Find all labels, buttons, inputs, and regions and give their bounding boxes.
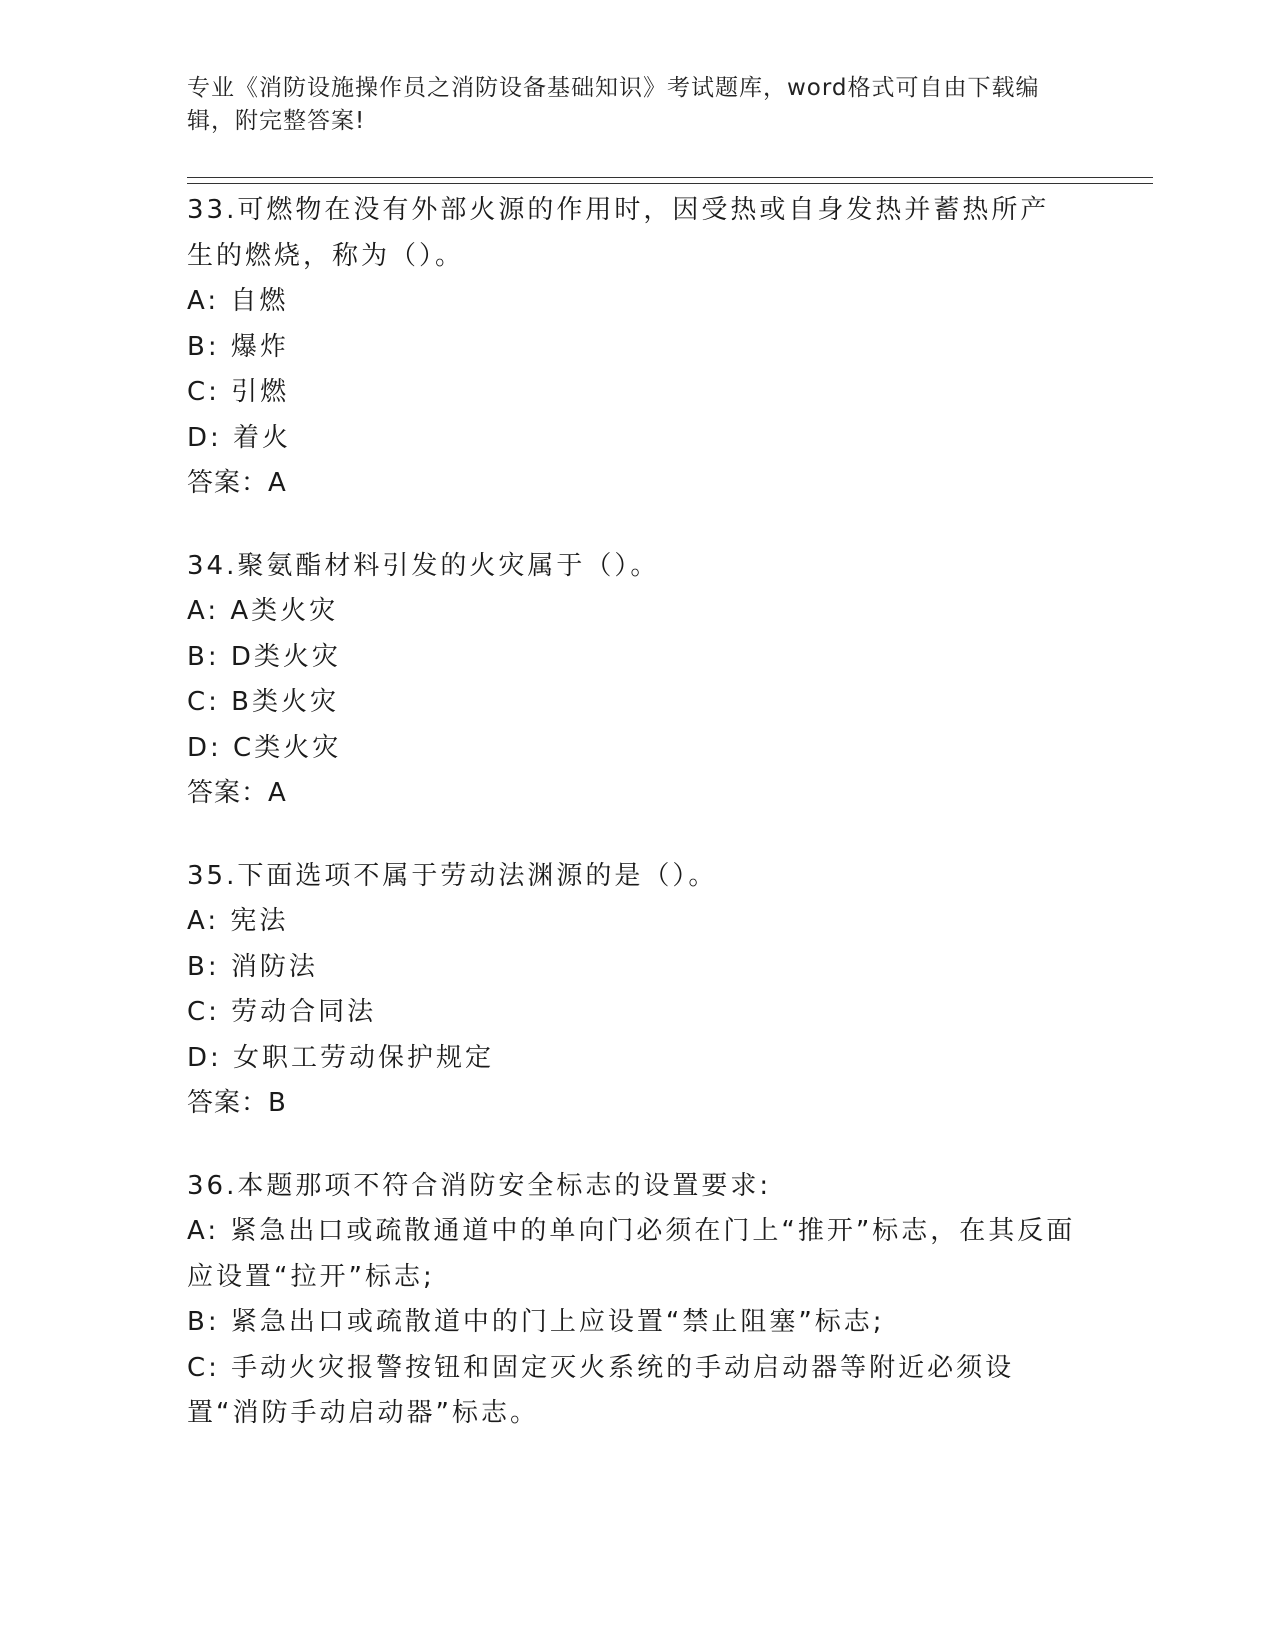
option-a: A: 自燃 [187,286,289,316]
question-36 [187,1164,1077,1437]
answer: 答案：A [187,468,287,498]
option-c: C: 手动火灾报警按钮和固定灭火系统的手动启动器等附近必须设置“消防手动启动器”标志。 [187,1352,1015,1428]
header-rule-top [187,177,1153,178]
question-list [187,188,1077,1492]
question-text: 35.下面选项不属于劳动法渊源的是（）。 [187,860,718,891]
question-33 [187,188,1077,507]
option-c: C: B类火灾 [187,687,340,717]
option-c: C: 引燃 [187,377,290,407]
question-35 [187,854,1077,1127]
option-c: C: 劳动合同法 [187,997,377,1027]
question-text: 34.聚氨酯材料引发的火灾属于（）。 [187,550,660,581]
option-b: B: 消防法 [187,951,318,982]
question-34 [187,544,1077,817]
question-text: 33.可燃物在没有外部火源的作用时，因受热或自身发热并蓄热所产生的燃烧，称为（）。 [187,195,1050,271]
option-a: A: 宪法 [187,906,289,936]
option-d: D: 着火 [187,422,292,453]
option-b: B: 爆炸 [187,331,289,362]
option-a: A: 紧急出口或疏散通道中的单向门必须在门上“推开”标志，在其反面应设置“拉开”标志; [187,1216,1076,1292]
document-header: 专业《消防设施操作员之消防设备基础知识》考试题库，word格式可自由下载编辑，附完整答案! [187,75,1040,134]
question-text: 36.本题那项不符合消防安全标志的设置要求: [187,1170,772,1201]
option-b: B: 紧急出口或疏散道中的门上应设置“禁止阻塞”标志; [187,1307,885,1337]
option-d: D: C类火灾 [187,732,342,763]
option-a: A: A类火灾 [187,596,339,626]
header-rule-bottom [187,183,1153,184]
answer: 答案：A [187,778,287,808]
option-d: D: 女职工劳动保护规定 [187,1042,495,1073]
answer: 答案：B [187,1088,287,1118]
option-b: B: D类火灾 [187,641,341,672]
